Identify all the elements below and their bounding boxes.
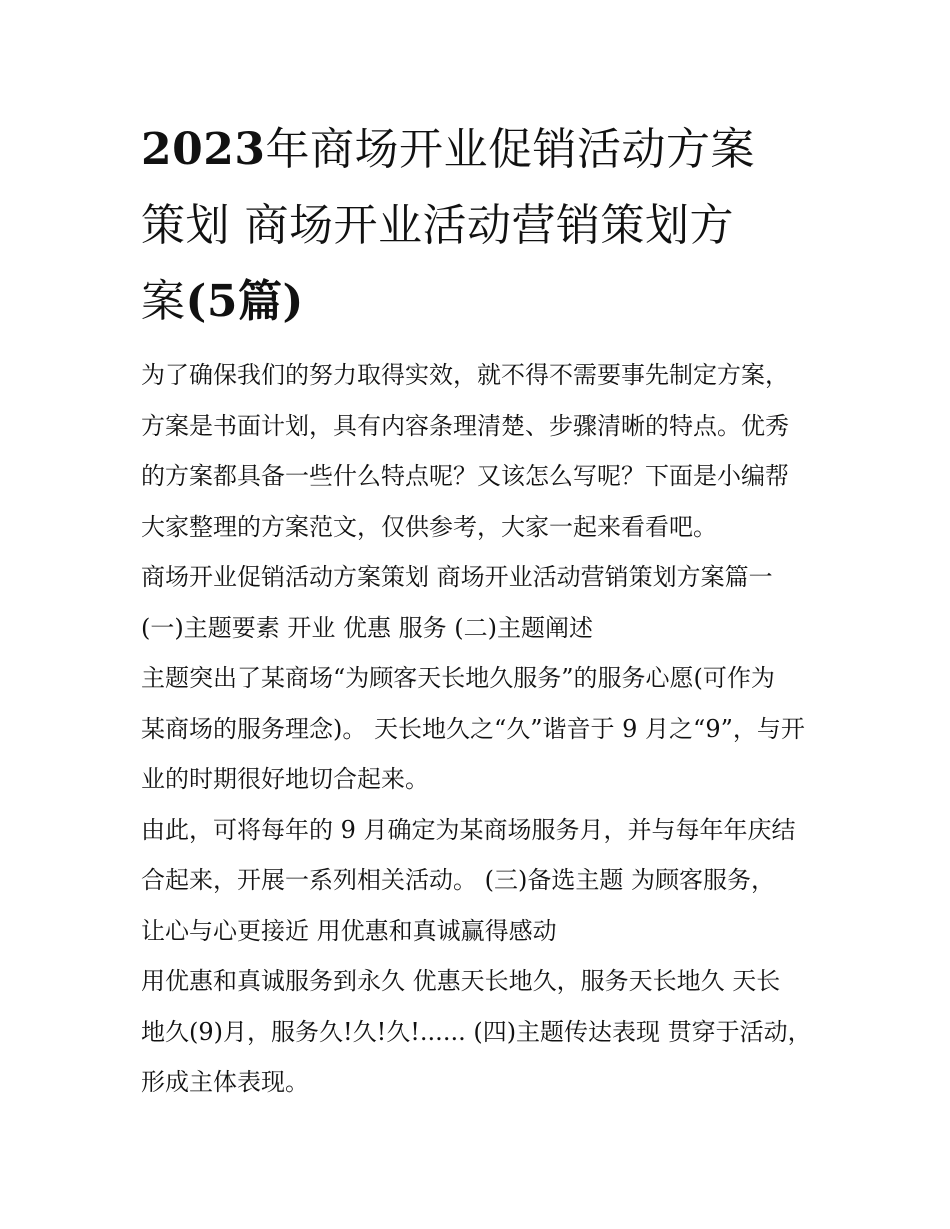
title-year: 2023 xyxy=(141,124,266,175)
paragraph-intro xyxy=(141,350,813,552)
title-line3-unit: 篇 xyxy=(237,276,283,327)
document-content xyxy=(141,112,813,1108)
paragraph-theme-expression xyxy=(141,956,813,1108)
text-line: 业的时期很好地切合起来。 xyxy=(141,765,429,793)
paragraph-theme-description xyxy=(141,653,813,805)
text-line: 大家整理的方案范文，仅供参考，大家一起来看看吧。 xyxy=(141,512,717,541)
text-line: 由此，可将每年的 9 月确定为某商场服务月，并与每年年庆结 xyxy=(141,815,796,844)
title-line3-count: (5 xyxy=(185,276,238,327)
text-line: 形成主体表现。 xyxy=(141,1068,309,1096)
text-line: (一)主题要素 开业 优惠 服务 (二)主题阐述 xyxy=(141,613,593,642)
text-line: 商场开业促销活动方案策划 商场开业活动营销策划方案篇一 xyxy=(141,563,773,591)
document-title xyxy=(141,112,813,340)
text-line: 用优惠和真诚服务到永久 优惠天长地久，服务天长地久 天长 xyxy=(141,967,781,995)
paragraph-theme-elements xyxy=(141,603,813,654)
document-body xyxy=(141,350,813,1108)
paragraph-service-month xyxy=(141,805,813,957)
paragraph-section-heading xyxy=(141,552,813,603)
text-line: 的方案都具备一些什么特点呢？又该怎么写呢？下面是小编帮 xyxy=(141,462,789,490)
text-line: 为了确保我们的努力取得实效，就不得不需要事先制定方案， xyxy=(141,361,789,389)
text-line: 方案是书面计划，具有内容条理清楚、步骤清晰的特点。优秀 xyxy=(141,411,789,440)
text-line: 地久(9)月，服务久!久!久!...... (四)主题传达表现 贯穿于活动， xyxy=(141,1017,812,1046)
title-line1-text: 年商场开业促销活动方案 xyxy=(265,124,755,175)
title-line3-close: ) xyxy=(282,276,304,327)
title-line2-text: 策划 商场开业活动营销策划方 xyxy=(141,200,734,251)
text-line: 合起来，开展一系列相关活动。 (三)备选主题 为顾客服务， xyxy=(141,866,775,894)
text-line: 让心与心更接近 用优惠和真诚赢得感动 xyxy=(141,916,557,945)
title-line3-prefix: 案 xyxy=(141,276,186,327)
text-line: 主题突出了某商场“为顾客天长地久服务”的服务心愿(可作为 xyxy=(141,664,775,692)
text-line: 某商场的服务理念)。 天长地久之“久”谐音于 9 月之“9”，与开 xyxy=(141,714,805,743)
